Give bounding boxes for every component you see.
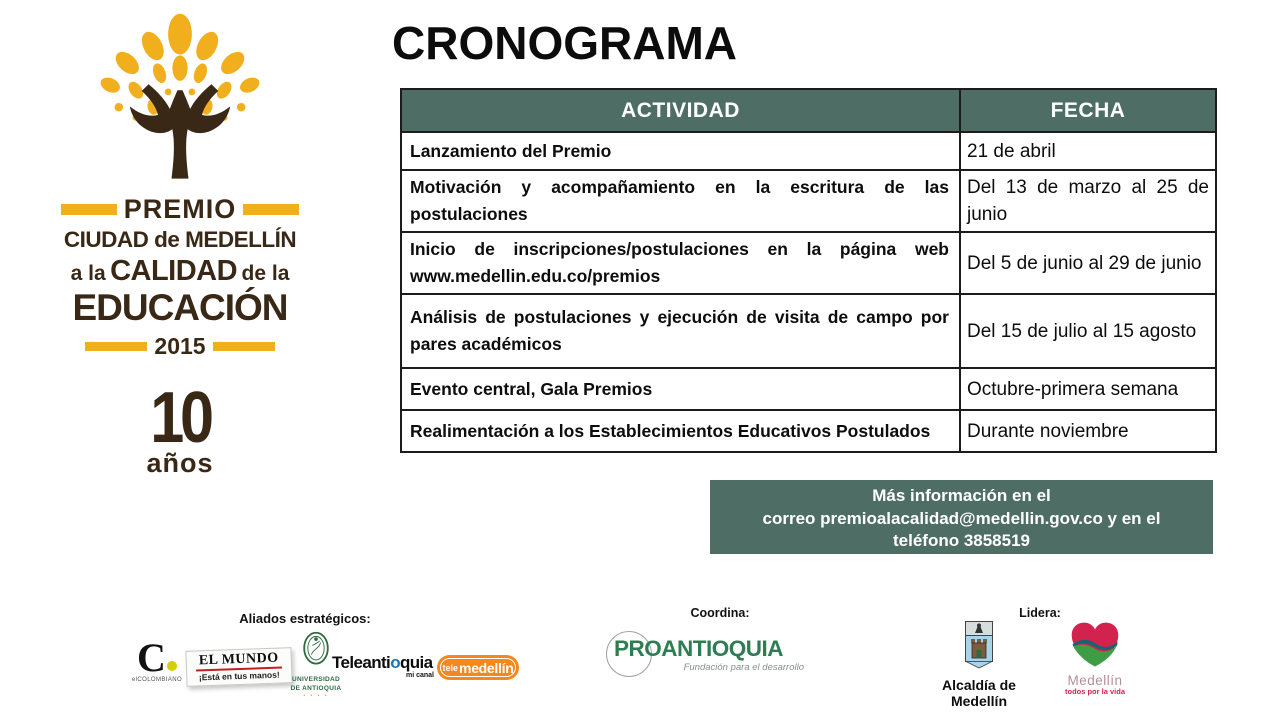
teleantioquia-o: o [390, 653, 400, 672]
date-cell: Octubre-primera semana [960, 368, 1216, 410]
table-row [401, 294, 1216, 368]
proantioquia-logo [606, 636, 816, 673]
premio-title-row [58, 196, 302, 223]
activity-cell: Evento central, Gala Premios [401, 368, 960, 410]
activity-cell: Realimentación a los Establecimientos Educativos Postulados [401, 410, 960, 452]
contact-info-box [710, 480, 1213, 554]
brand-calidad-post: de la [241, 262, 290, 285]
medellin-name: Medellín [1067, 673, 1123, 688]
activity-cell: Motivación y acompañamiento en la escritura de las postulaciones [401, 170, 960, 232]
proantioquia-tagline: Fundación para el desarrollo [683, 662, 804, 673]
brand-premio: PREMIO [123, 194, 237, 224]
brand-ciudad: CIUDAD de MEDELLÍN [63, 227, 297, 252]
date-cell: Del 5 de junio al 29 de junio [960, 232, 1216, 294]
date-cell: Durante noviembre [960, 410, 1216, 452]
premio-brand-block [58, 12, 302, 477]
teleantioquia-part2: quia [399, 653, 433, 672]
brand-calidad: CALIDAD [110, 255, 238, 287]
medellin-tagline: todos por la vida [1064, 687, 1125, 696]
date-cell: Del 13 de marzo al 25 de junio [960, 170, 1216, 232]
table-row [401, 410, 1216, 452]
el-colombiano-logo [126, 635, 188, 683]
teleantioquia-tagline: mi canal [405, 672, 434, 679]
yellow-bar [213, 342, 275, 351]
alcaldia-crest-icon [964, 620, 994, 670]
udea-ornament: • • • • [303, 693, 329, 699]
coordina-label: Coordina: [690, 606, 750, 620]
activity-cell: Inicio de inscripciones/postulaciones en la página web www.medellin.edu.co/premios [401, 232, 960, 294]
ten-years-number: 10 [150, 377, 210, 458]
info-line-2: correo premioalacalidad@medellin.gov.co y en el [762, 508, 1161, 528]
alcaldia-caption: Alcaldía de Medellín [942, 677, 1016, 709]
column-header-fecha: FECHA [960, 89, 1216, 132]
info-line-3: teléfono 3858519 [892, 531, 1030, 550]
date-cell: Del 15 de julio al 15 agosto [960, 294, 1216, 368]
telemedellin-prefix: tele [442, 662, 459, 673]
brand-year-row [58, 332, 302, 359]
el-colombiano-letter: C [137, 635, 166, 680]
activity-cell: Análisis de postulaciones y ejecución de visita de campo por pares académicos [401, 294, 960, 368]
lidera-label: Lidera: [1019, 606, 1061, 620]
cronograma-table [400, 88, 1217, 453]
brand-calidad-row [58, 255, 302, 288]
udea-caption-line1: UNIVERSIDAD [291, 676, 341, 683]
date-cell: 21 de abril [960, 132, 1216, 170]
table-row [401, 170, 1216, 232]
udea-caption-line2: DE ANTIOQUIA [290, 685, 342, 692]
info-line-1: Más información en el [872, 486, 1051, 505]
table-row [401, 368, 1216, 410]
teleantioquia-name [332, 653, 440, 673]
table-row [401, 232, 1216, 294]
column-header-actividad: ACTIVIDAD [401, 89, 960, 132]
table-row [401, 132, 1216, 170]
udea-crest-icon [299, 630, 333, 670]
brand-educacion: EDUCACIÓN [72, 287, 288, 328]
heart-icon [1069, 620, 1121, 670]
tree-hands-logo-icon [82, 12, 278, 182]
brand-year: 2015 [154, 332, 206, 359]
ten-years-label: años [146, 447, 214, 478]
el-mundo-tagline: ¡Está en tus manos! [198, 669, 280, 683]
yellow-bar [243, 204, 299, 215]
yellow-bar [61, 204, 117, 215]
activity-cell: Lanzamiento del Premio [401, 132, 960, 170]
el-colombiano-caption: elCOLOMBIANO [131, 677, 183, 683]
teleantioquia-logo [332, 653, 440, 679]
el-colombiano-dot-icon [167, 661, 177, 671]
yellow-bar [85, 342, 147, 351]
medellin-heart-logo [1052, 620, 1138, 696]
brand-calidad-pre: a la [70, 262, 106, 285]
aliados-label: Aliados estratégicos: [239, 611, 371, 626]
el-mundo-name: EL MUNDO [196, 650, 282, 672]
page-title: CRONOGRAMA [392, 17, 737, 69]
proantioquia-name: PROANTIOQUIA [614, 636, 784, 661]
teleantioquia-part1: Teleanti [332, 653, 391, 672]
telemedellin-logo [437, 655, 519, 680]
alcaldia-medellin-logo [918, 620, 1040, 709]
table-header-row [401, 89, 1216, 132]
ten-years-badge [58, 377, 302, 478]
telemedellin-name: medellín [459, 659, 514, 676]
